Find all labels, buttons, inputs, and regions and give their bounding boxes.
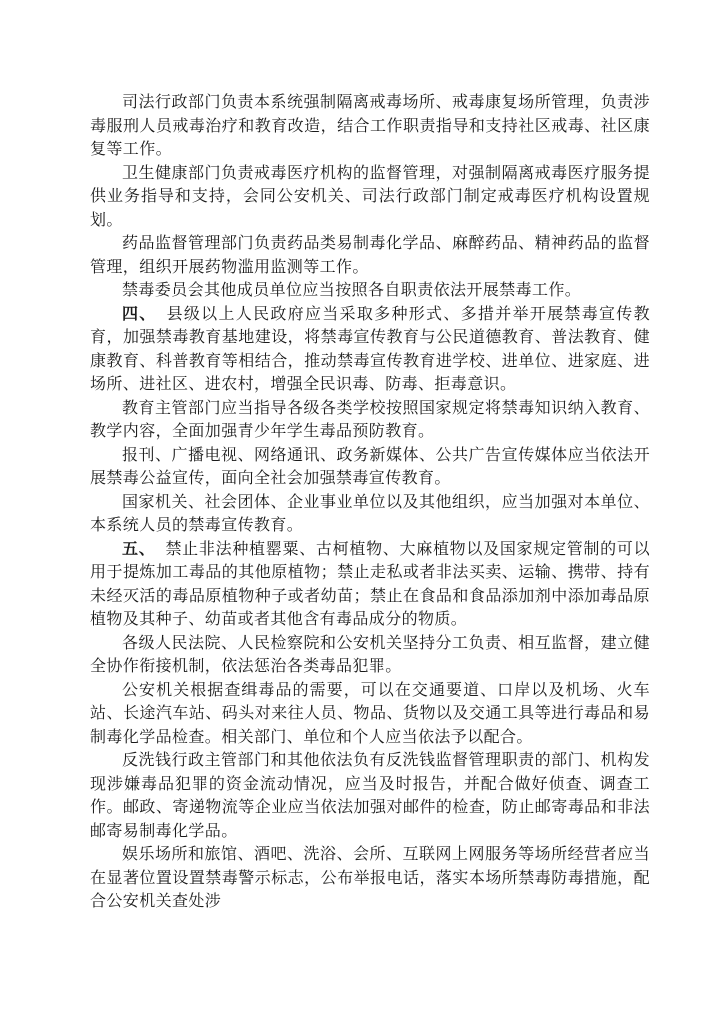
paragraph-text: 国家机关、社会团体、企业事业单位以及其他组织，应当加强对本单位、本系统人员的禁毒宣传教育。 <box>90 491 650 534</box>
paragraph-text: 禁止非法种植罂粟、古柯植物、大麻植物以及国家规定管制的可以用于提炼加工毒品的其他原植物；禁止走私或者非法买卖、运输、携带、持有未经灭活的毒品原植物种子或者幼苗；禁止在食品和食品添加剂中添加毒品原植物及其种子、幼苗或者其他含有毒品成分的物质。 <box>90 538 650 628</box>
paragraph-text: 县级以上人民政府应当采取多种形式、多措并举开展禁毒宣传教育，加强禁毒教育基地建设，将禁毒宣传教育与公民道德教育、普法教育、健康教育、科普教育等相结合，推动禁毒宣传教育进学校、进单位、进家庭、进场所、进社区、进农村，增强全民识毒、防毒、拒毒意识。 <box>90 303 650 393</box>
paragraph-text: 药品监督管理部门负责药品类易制毒化学品、麻醉药品、精神药品的监督管理，组织开展药物滥用监测等工作。 <box>90 233 650 276</box>
document-body <box>90 90 650 913</box>
paragraph-text: 司法行政部门负责本系统强制隔离戒毒场所、戒毒康复场所管理，负责涉毒服刑人员戒毒治疗和教育改造，结合工作职责指导和支持社区戒毒、社区康复等工作。 <box>90 92 650 158</box>
paragraph <box>90 396 650 443</box>
paragraph-text: 报刊、广播电视、网络通讯、政务新媒体、公共广告宣传媒体应当依法开展禁毒公益宣传，面向全社会加强禁毒宣传教育。 <box>90 444 650 487</box>
paragraph <box>90 678 650 749</box>
paragraph-text: 各级人民法院、人民检察院和公安机关坚持分工负责、相互监督，建立健全协作衔接机制，依法惩治各类毒品犯罪。 <box>90 632 650 675</box>
paragraph <box>90 231 650 278</box>
paragraph-text: 卫生健康部门负责戒毒医疗机构的监督管理，对强制隔离戒毒医疗服务提供业务指导和支持，会同公安机关、司法行政部门制定戒毒医疗机构设置规划。 <box>90 162 650 229</box>
paragraph-text: 娱乐场所和旅馆、酒吧、洗浴、会所、互联网上网服务等场所经营者应当在显著位置设置禁毒警示标志，公布举报电话，落实本场所禁毒防毒措施，配合公安机关查处涉 <box>90 844 650 910</box>
paragraph-text: 教育主管部门应当指导各级各类学校按照国家规定将禁毒知识纳入教育、教学内容，全面加强青少年学生毒品预防教育。 <box>90 397 650 440</box>
paragraph <box>90 302 650 396</box>
paragraph <box>90 443 650 490</box>
paragraph <box>90 90 650 161</box>
section-number: 五、 <box>122 538 156 558</box>
paragraph <box>90 842 650 913</box>
paragraph <box>90 537 650 631</box>
paragraph <box>90 278 650 302</box>
paragraph <box>90 490 650 537</box>
paragraph <box>90 748 650 842</box>
paragraph <box>90 161 650 232</box>
paragraph-text: 禁毒委员会其他成员单位应当按照各自职责依法开展禁毒工作。 <box>122 280 582 299</box>
section-number: 四、 <box>122 303 157 323</box>
paragraph-text: 反洗钱行政主管部门和其他依法负有反洗钱监督管理职责的部门、机构发现涉嫌毒品犯罪的资金流动情况，应当及时报告，并配合做好侦查、调查工作。邮政、寄递物流等企业应当依法加强对邮件的检查，防止邮寄毒品和非法邮寄易制毒化学品。 <box>90 750 650 840</box>
paragraph-text: 公安机关根据查缉毒品的需要，可以在交通要道、口岸以及机场、火车站、长途汽车站、码头对来往人员、物品、货物以及交通工具等进行毒品和易制毒化学品检查。相关部门、单位和个人应当依法予以配合。 <box>90 679 650 746</box>
paragraph <box>90 631 650 678</box>
